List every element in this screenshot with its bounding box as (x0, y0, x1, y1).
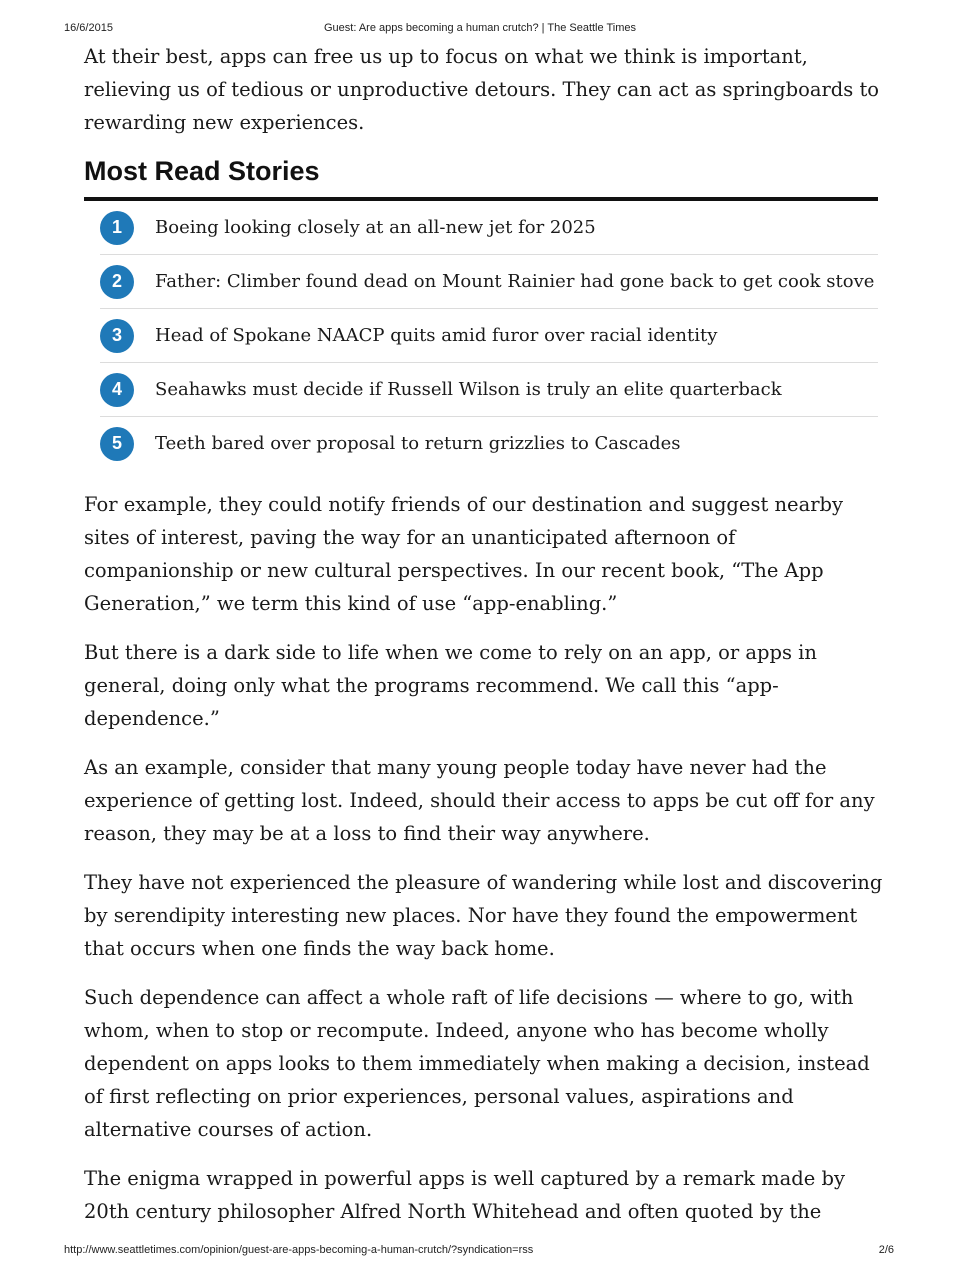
print-header (0, 22, 960, 38)
most-read-item[interactable] (100, 201, 878, 255)
most-read-item[interactable] (100, 417, 878, 470)
rank-badge: 1 (100, 211, 134, 245)
most-read-item[interactable] (100, 309, 878, 363)
article-paragraph: But there is a dark side to life when we come to rely on an app, or apps in general, doing only what the programs recommend. We call this “app-dependence.” (84, 641, 817, 730)
article-paragraph: As an example, consider that many young people today have never had the experience of getting lost. Indeed, should their access to apps be cut off for any reason, they may be at a loss to find their way anywhere. (84, 756, 875, 845)
print-page-number: 2/6 (878, 1244, 894, 1256)
most-read-list (84, 201, 878, 470)
rank-badge: 5 (100, 427, 134, 461)
print-page-title: Guest: Are apps becoming a human crutch? | The Seattle Times (323, 22, 637, 34)
article-paragraph: The enigma wrapped in powerful apps is well captured by a remark made by 20th century philosopher Alfred North Whitehead and often quoted by the (84, 1167, 846, 1223)
most-read-heading: Most Read Stories (84, 155, 878, 201)
story-link[interactable]: Seahawks must decide if Russell Wilson is truly an elite quarterback (155, 379, 782, 400)
article-paragraph: For example, they could notify friends of our destination and suggest nearby sites of interest, paving the way for an unanticipated afternoon of companionship or new cultural perspectives. In our recent book, “The App Generation,” we term this kind of use “app-enabling.” (84, 493, 844, 615)
print-date: 16/6/2015 (64, 22, 113, 34)
story-link[interactable]: Father: Climber found dead on Mount Rainier had gone back to get cook stove (155, 271, 875, 292)
print-url: http://www.seattletimes.com/opinion/guest-are-apps-becoming-a-human-crutch/?syndication=rss (64, 1244, 534, 1256)
rank-badge: 2 (100, 265, 134, 299)
rank-badge: 3 (100, 319, 134, 353)
article-paragraph: Such dependence can affect a whole raft of life decisions — where to go, with whom, when to stop or recompute. Indeed, anyone who has become wholly dependent on apps looks to them immediately when making a decision, instead of first reflecting on prior experiences, personal values, aspirations and alternative courses of action. (84, 986, 870, 1141)
most-read-item[interactable] (100, 363, 878, 417)
print-footer (0, 1244, 960, 1260)
rank-badge: 4 (100, 373, 134, 407)
article-paragraph: At their best, apps can free us up to focus on what we think is important, relieving us of tedious or unproductive detours. They can act as springboards to rewarding new experiences. (84, 45, 880, 134)
most-read-stories (84, 155, 878, 470)
story-link[interactable]: Boeing looking closely at an all-new jet for 2025 (155, 217, 596, 238)
most-read-item[interactable] (100, 255, 878, 309)
article-body (84, 40, 884, 1244)
story-link[interactable]: Head of Spokane NAACP quits amid furor over racial identity (155, 325, 718, 346)
article-paragraph: They have not experienced the pleasure of wandering while lost and discovering by serendipity interesting new places. Nor have they found the empowerment that occurs when one finds the way back home. (84, 871, 883, 960)
story-link[interactable]: Teeth bared over proposal to return grizzlies to Cascades (155, 433, 681, 454)
